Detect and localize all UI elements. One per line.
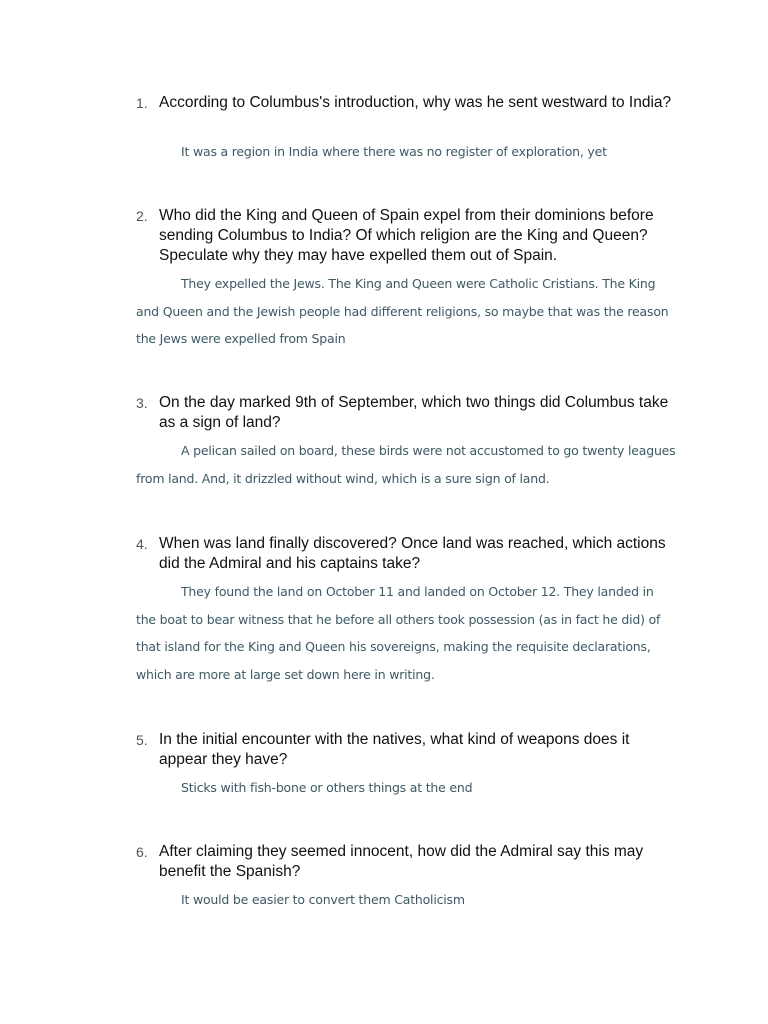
answer-text: They found the land on October 11 and landed on October 12. They landed in the boat to bear witness that he before all others took possession (as in fact he did) of that island for the King and Queen his sovereigns, making the requisite declarations, which are more at large set down here in writing. [136, 584, 661, 682]
question-text: On the day marked 9th of September, which two things did Columbus take as a sign of land? [159, 394, 669, 431]
answer-text: Sticks with fish-bone or others things at the end [181, 780, 473, 795]
answer-text: It was a region in India where there was no register of exploration, yet [181, 144, 607, 159]
answer-text: It would be easier to convert them Catholicism [181, 892, 465, 907]
question-text: Who did the King and Queen of Spain expel from their dominions before sending Columbus to India? Of which religion are the King and Queen? Speculate why they may have expelled them out of Spain. [159, 207, 654, 264]
question-number: 6. [136, 844, 148, 860]
answer-text: They expelled the Jews. The King and Queen were Catholic Cristians. The King and Queen and the Jewish people had different religions, so maybe that was the reason the Jews were expelled from Spain [136, 276, 669, 346]
question-number: 1. [136, 95, 148, 111]
question-text: After claiming they seemed innocent, how did the Admiral say this may benefit the Spanish? [159, 843, 644, 880]
question-text: According to Columbus's introduction, why was he sent westward to India? [159, 94, 672, 111]
question-number: 5. [136, 732, 148, 748]
question-text: In the initial encounter with the natives, what kind of weapons does it appear they have? [159, 731, 630, 768]
question-number: 3. [136, 395, 148, 411]
question-text: When was land finally discovered? Once land was reached, which actions did the Admiral and his captains take? [159, 535, 666, 572]
question-number: 4. [136, 536, 148, 552]
answer-text: A pelican sailed on board, these birds were not accustomed to go twenty leagues from land. And, it drizzled without wind, which is a sure sign of land. [136, 443, 676, 486]
question-number: 2. [136, 208, 148, 224]
